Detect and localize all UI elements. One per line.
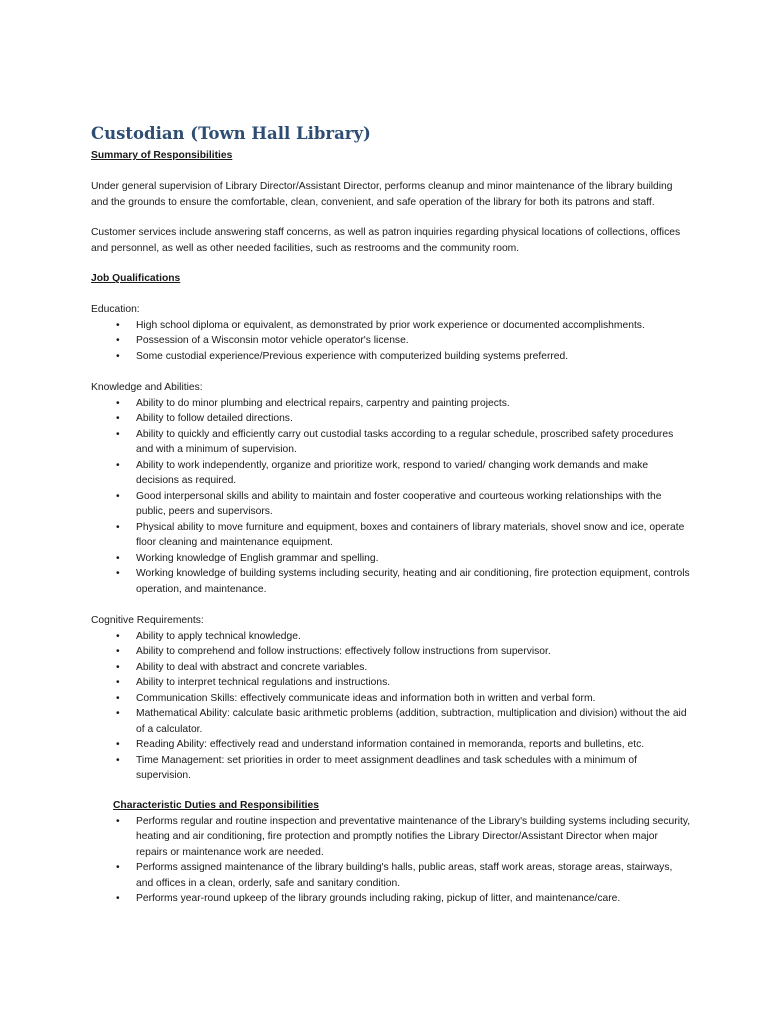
list-item: • High school diploma or equivalent, as demonstrated by prior work experience or documented accomplishments. xyxy=(91,318,691,334)
summary-paragraph-1-block xyxy=(91,179,691,210)
cognitive-list xyxy=(91,629,691,784)
list-item: • Possession of a Wisconsin motor vehicle operator's license. xyxy=(91,333,691,349)
duties-list xyxy=(91,814,691,907)
qualifications-section xyxy=(91,271,691,287)
document-title: Custodian (Town Hall Library) xyxy=(91,124,371,143)
list-item: • Mathematical Ability: calculate basic arithmetic problems (addition, subtraction, multiplication and division) without the aid of a calculator. xyxy=(91,706,691,737)
list-item: • Working knowledge of English grammar and spelling. xyxy=(91,551,691,567)
summary-section xyxy=(91,148,691,164)
summary-paragraph: Customer services include answering staff concerns, as well as patron inquiries regarding physical locations of collections, offices and personnel, as well as other needed facilities, such as restrooms and the community room. xyxy=(91,227,681,254)
list-item: • Ability to apply technical knowledge. xyxy=(91,629,691,645)
summary-paragraph: Under general supervision of Library Director/Assistant Director, performs cleanup and minor maintenance of the library building and the grounds to ensure the comfortable, clean, convenient, and safe operation of the library for both its patrons and staff. xyxy=(91,181,673,208)
list-item: • Good interpersonal skills and ability to maintain and foster cooperative and courteous working relationships with the public, peers and supervisors. xyxy=(91,489,691,520)
list-item: • Reading Ability: effectively read and understand information contained in memoranda, reports and bulletins, etc. xyxy=(91,737,691,753)
education-label: Education: xyxy=(91,304,140,315)
list-item: • Performs year-round upkeep of the library grounds including raking, pickup of litter, and maintenance/care. xyxy=(91,891,691,907)
list-item: • Ability to comprehend and follow instructions: effectively follow instructions from supervisor. xyxy=(91,644,691,660)
list-item: • Some custodial experience/Previous experience with computerized building systems preferred. xyxy=(91,349,691,365)
list-item: • Performs regular and routine inspection and preventative maintenance of the Library's building systems including security, heating and air conditioning, fire protection and promptly notifies the Library Director/Assistant Director when major repairs or maintenance work are needed. xyxy=(91,814,691,861)
list-item: • Ability to quickly and efficiently carry out custodial tasks according to a regular schedule, proscribed safety procedures and with a minimum of supervision. xyxy=(91,427,691,458)
list-item: • Ability to work independently, organize and prioritize work, respond to varied/ changing work demands and make decisions as required. xyxy=(91,458,691,489)
list-item: • Time Management: set priorities in order to meet assignment deadlines and task schedules with a minimum of supervision. xyxy=(91,753,691,784)
list-item: • Working knowledge of building systems including security, heating and air conditioning, fire protection equipment, controls operation, and maintenance. xyxy=(91,566,691,597)
cognitive-section xyxy=(91,613,691,784)
list-item: • Ability to deal with abstract and concrete variables. xyxy=(91,660,691,676)
knowledge-list xyxy=(91,396,691,598)
list-item: • Physical ability to move furniture and equipment, boxes and containers of library materials, shovel snow and ice, operate floor cleaning and maintenance equipment. xyxy=(91,520,691,551)
summary-paragraph-2-block xyxy=(91,225,691,256)
list-item: • Performs assigned maintenance of the library building's halls, public areas, staff work areas, storage areas, stairways, and offices in a clean, orderly, safe and sanitary condition. xyxy=(91,860,691,891)
duties-section xyxy=(91,798,691,907)
list-item: • Ability to do minor plumbing and electrical repairs, carpentry and painting projects. xyxy=(91,396,691,412)
knowledge-label: Knowledge and Abilities: xyxy=(91,382,203,393)
knowledge-section xyxy=(91,380,691,597)
list-item: • Communication Skills: effectively communicate ideas and information both in written and verbal form. xyxy=(91,691,691,707)
qualifications-heading: Job Qualifications xyxy=(91,273,181,284)
summary-heading: Summary of Responsibilities xyxy=(91,150,233,161)
list-item: • Ability to follow detailed directions. xyxy=(91,411,691,427)
education-section xyxy=(91,302,691,364)
education-list xyxy=(91,318,691,365)
cognitive-label: Cognitive Requirements: xyxy=(91,615,204,626)
duties-heading: Characteristic Duties and Responsibilities xyxy=(113,800,319,811)
list-item: • Ability to interpret technical regulations and instructions. xyxy=(91,675,691,691)
